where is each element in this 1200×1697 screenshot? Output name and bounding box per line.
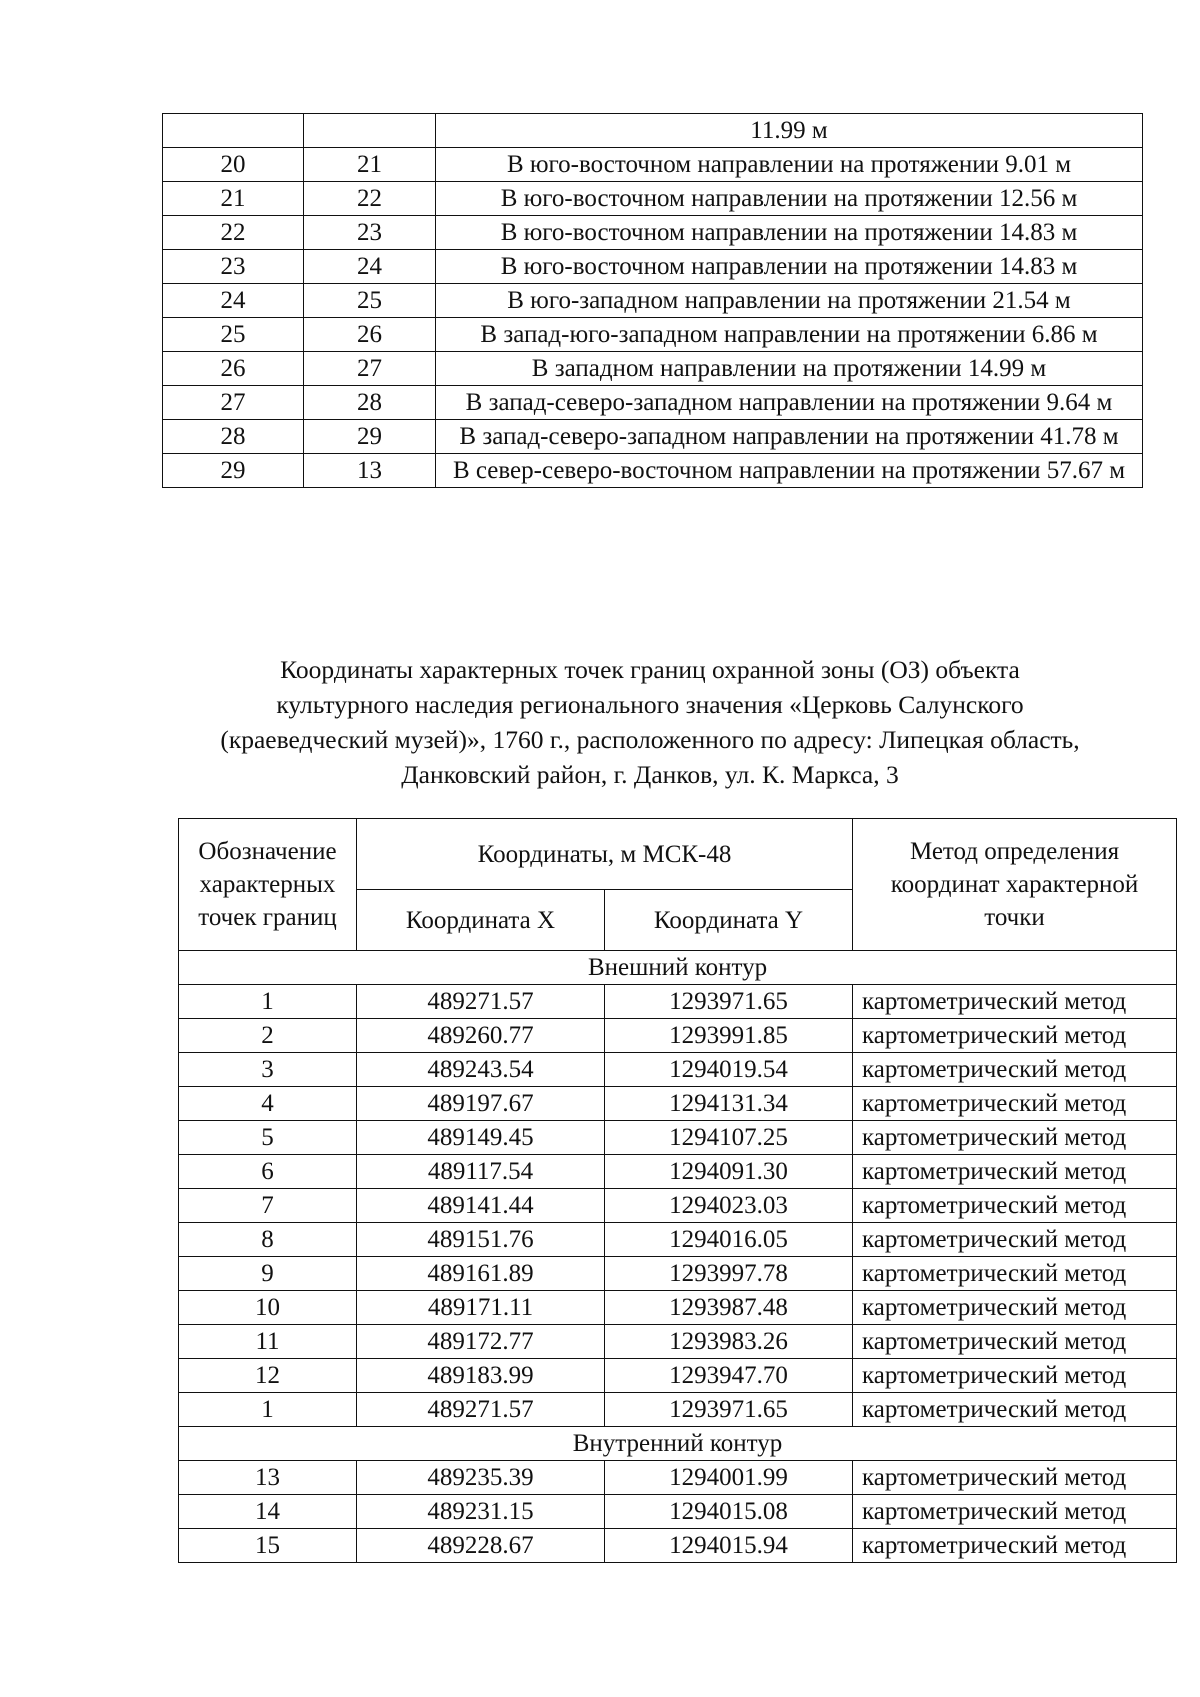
coord-x: 489231.15 [357,1495,605,1529]
coord-y: 1294019.54 [605,1053,853,1087]
method: картометрический метод [853,1019,1177,1053]
coord-y: 1293947.70 [605,1359,853,1393]
coord-y: 1294015.94 [605,1529,853,1563]
coord-x: 489235.39 [357,1461,605,1495]
table-row [179,1121,1177,1155]
coord-x: 489228.67 [357,1529,605,1563]
point-number: 14 [179,1495,357,1529]
point-number: 10 [179,1291,357,1325]
method: картометрический метод [853,1393,1177,1427]
to-point: 23 [304,216,436,250]
point-number: 2 [179,1019,357,1053]
from-point: 22 [163,216,304,250]
boundary-description: 11.99 м [436,114,1143,148]
table-row [163,420,1143,454]
table-row [179,1155,1177,1189]
table-row [179,1359,1177,1393]
coord-x: 489117.54 [357,1155,605,1189]
boundary-description: В западном направлении на протяжении 14.99 м [436,352,1143,386]
table-row [179,1325,1177,1359]
boundary-description: В юго-восточном направлении на протяжении 14.83 м [436,216,1143,250]
from-point: 21 [163,182,304,216]
coord-y: 1294023.03 [605,1189,853,1223]
boundary-description: В юго-западном направлении на протяжении 21.54 м [436,284,1143,318]
heading-line: культурного наследия регионального значения «Церковь Салунского [276,690,1024,719]
point-number: 13 [179,1461,357,1495]
table-row [179,1223,1177,1257]
section-row [179,951,1177,985]
coord-y: 1294015.08 [605,1495,853,1529]
point-number: 1 [179,1393,357,1427]
header-coordinates: Координаты, м МСК-48 [357,819,853,890]
method: картометрический метод [853,985,1177,1019]
table-row [163,386,1143,420]
boundary-description: В запад-северо-западном направлении на протяжении 41.78 м [436,420,1143,454]
coord-x: 489260.77 [357,1019,605,1053]
header-coord-y: Координата Y [605,890,853,951]
header-row [179,819,1177,890]
coord-y: 1294001.99 [605,1461,853,1495]
method: картометрический метод [853,1223,1177,1257]
point-number: 6 [179,1155,357,1189]
coord-y: 1293971.65 [605,1393,853,1427]
method: картометрический метод [853,1529,1177,1563]
from-point: 24 [163,284,304,318]
from-point: 20 [163,148,304,182]
to-point: 13 [304,454,436,488]
section-row [179,1427,1177,1461]
point-number: 8 [179,1223,357,1257]
table-row [163,148,1143,182]
from-point: 23 [163,250,304,284]
to-point: 28 [304,386,436,420]
point-number: 3 [179,1053,357,1087]
section-title-outer: Внешний контур [179,951,1177,985]
table-row [179,1291,1177,1325]
header-method: Метод определения координат характерной точки [853,819,1177,951]
to-point: 29 [304,420,436,454]
heading-line: Координаты характерных точек границ охранной зоны (ОЗ) объекта [280,655,1020,684]
boundary-description: В юго-восточном направлении на протяжении 9.01 м [436,148,1143,182]
method: картометрический метод [853,1155,1177,1189]
coord-y: 1293987.48 [605,1291,853,1325]
coord-x: 489141.44 [357,1189,605,1223]
boundary-description: В юго-восточном направлении на протяжении 12.56 м [436,182,1143,216]
coord-x: 489172.77 [357,1325,605,1359]
point-number: 15 [179,1529,357,1563]
coord-x: 489271.57 [357,1393,605,1427]
table-row [163,216,1143,250]
table-row [179,1495,1177,1529]
method: картометрический метод [853,1461,1177,1495]
coord-y: 1293971.65 [605,985,853,1019]
boundary-table-body [163,114,1143,488]
point-number: 12 [179,1359,357,1393]
coord-x: 489271.57 [357,985,605,1019]
from-point [163,114,304,148]
boundary-description: В запад-юго-западном направлении на протяжении 6.86 м [436,318,1143,352]
table-row [179,1461,1177,1495]
coord-x: 489171.11 [357,1291,605,1325]
coord-y: 1294107.25 [605,1121,853,1155]
boundary-description: В запад-северо-западном направлении на протяжении 9.64 м [436,386,1143,420]
section-title-inner: Внутренний контур [179,1427,1177,1461]
method: картометрический метод [853,1291,1177,1325]
point-number: 9 [179,1257,357,1291]
to-point: 21 [304,148,436,182]
heading-line: Данковский район, г. Данков, ул. К. Маркса, 3 [401,760,899,789]
point-number: 1 [179,985,357,1019]
table-row [179,1053,1177,1087]
coord-x: 489151.76 [357,1223,605,1257]
method: картометрический метод [853,1189,1177,1223]
coord-x: 489149.45 [357,1121,605,1155]
to-point: 25 [304,284,436,318]
table-row [163,318,1143,352]
method: картометрический метод [853,1495,1177,1529]
boundary-description-table [162,113,1143,488]
table-row [163,182,1143,216]
table-row [179,1087,1177,1121]
coord-y: 1293991.85 [605,1019,853,1053]
coordinates-table-header [179,819,1177,951]
to-point: 22 [304,182,436,216]
method: картометрический метод [853,1121,1177,1155]
table-row [163,114,1143,148]
to-point [304,114,436,148]
point-number: 11 [179,1325,357,1359]
coord-y: 1293983.26 [605,1325,853,1359]
table-row [163,284,1143,318]
point-number: 7 [179,1189,357,1223]
method: картометрический метод [853,1087,1177,1121]
method: картометрический метод [853,1257,1177,1291]
header-designation: Обозначение характерных точек границ [179,819,357,951]
table-row [179,1393,1177,1427]
coordinates-table [178,818,1177,1563]
section-heading [150,652,1150,792]
point-number: 5 [179,1121,357,1155]
heading-line: (краеведческий музей)», 1760 г., расположенного по адресу: Липецкая область, [220,725,1080,754]
coord-x: 489197.67 [357,1087,605,1121]
to-point: 26 [304,318,436,352]
boundary-description: В север-северо-восточном направлении на протяжении 57.67 м [436,454,1143,488]
coord-y: 1293997.78 [605,1257,853,1291]
method: картометрический метод [853,1053,1177,1087]
coord-x: 489161.89 [357,1257,605,1291]
coord-y: 1294131.34 [605,1087,853,1121]
from-point: 25 [163,318,304,352]
coordinates-table-body [179,951,1177,1563]
table-row [163,352,1143,386]
table-row [179,985,1177,1019]
from-point: 26 [163,352,304,386]
table-row [163,250,1143,284]
method: картометрический метод [853,1359,1177,1393]
table-row [163,454,1143,488]
method: картометрический метод [853,1325,1177,1359]
coord-y: 1294091.30 [605,1155,853,1189]
table-row [179,1529,1177,1563]
header-coord-x: Координата X [357,890,605,951]
table-row [179,1257,1177,1291]
from-point: 27 [163,386,304,420]
coord-x: 489243.54 [357,1053,605,1087]
coord-x: 489183.99 [357,1359,605,1393]
point-number: 4 [179,1087,357,1121]
table-row [179,1189,1177,1223]
to-point: 27 [304,352,436,386]
from-point: 28 [163,420,304,454]
to-point: 24 [304,250,436,284]
boundary-description: В юго-восточном направлении на протяжении 14.83 м [436,250,1143,284]
coord-y: 1294016.05 [605,1223,853,1257]
table-row [179,1019,1177,1053]
from-point: 29 [163,454,304,488]
